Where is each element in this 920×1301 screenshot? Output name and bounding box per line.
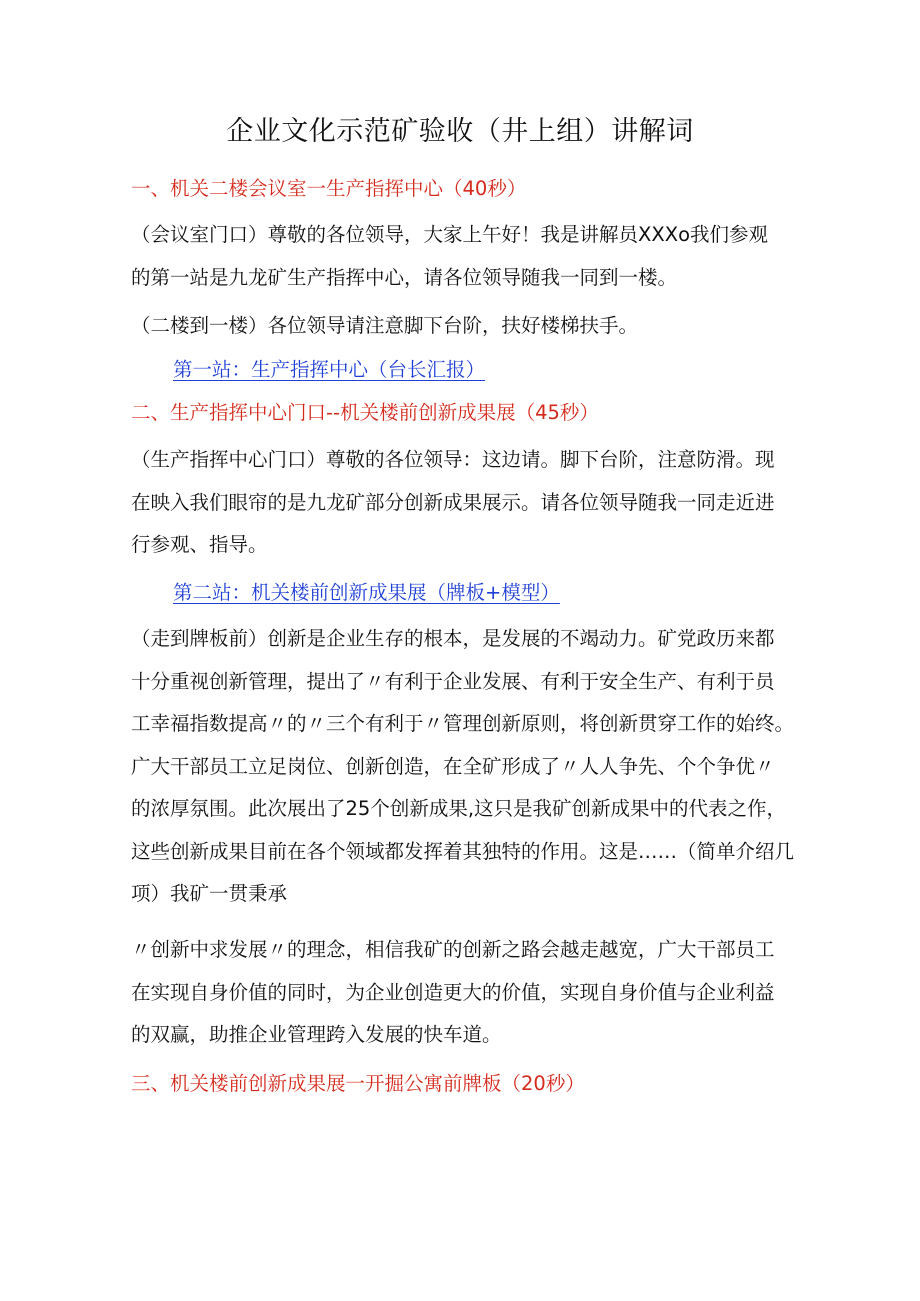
section-1-heading: 一、机关二楼会议室一生产指挥中心（40秒） [131,177,527,200]
paragraph-line: 行参观、指导。 [131,533,268,556]
paragraph-line: 〃创新中求发展〃的理念，相信我矿的创新之路会越走越宽，广大干部员工 [131,938,775,961]
paragraph-line: （会议室门口）尊敬的各位领导，大家上午好！我是讲解员XXXo我们参观 [131,223,769,246]
paragraph-line: 的浓厚氛围。此次展出了25个创新成果,这只是我矿创新成果中的代表之作， [131,797,787,820]
paragraph-line: 的第一站是九龙矿生产指挥中心，请各位领导随我一同到一楼。 [131,265,678,289]
paragraph-line: 项）我矿一贯秉承 [131,882,288,905]
paragraph-line: 在实现自身价值的同时，为企业创造更大的价值，实现自身价值与企业利益 [131,980,775,1004]
section-2-paragraph-3 [131,929,821,1057]
paragraph-line: 这些创新成果目前在各个领域都发挥着其独特的作用。这是……（简单介绍几 [131,839,795,863]
section-1-paragraph-2 [131,305,821,348]
section-2-paragraph-2 [131,618,821,916]
section-2-heading: 二、生产指挥中心门口--机关楼前创新成果展（45秒） [131,401,599,424]
section-3-heading: 三、机关楼前创新成果展一开掘公寓前牌板（20秒） [131,1072,585,1095]
paragraph-line: 十分重视创新管理，提出了〃有利于企业发展、有利于安全生产、有利于员 [131,669,775,693]
stop-1-link[interactable]: 第一站：生产指挥中心（台长汇报） [173,358,486,381]
paragraph-line: （走到牌板前）创新是企业生存的根本，是发展的不竭动力。矿党政历来都 [131,627,775,650]
document-title: 企业文化示范矿验收（井上组）讲解词 [226,116,694,147]
stop-2-link[interactable]: 第二站：机关楼前创新成果展（牌板+模型） [173,581,560,604]
section-1-paragraph-1 [131,214,821,299]
paragraph-line: 的双赢，助推企业管理跨入发展的快车道。 [131,1023,502,1046]
paragraph-line: 在映入我们眼帘的是九龙矿部分创新成果展示。请各位领导随我一同走近进 [131,490,775,514]
paragraph-line: （生产指挥中心门口）尊敬的各位领导：这边请。脚下台阶，注意防滑。现 [131,448,775,471]
section-2-paragraph-1 [131,439,821,567]
paragraph-line: 工幸福指数提高〃的〃三个有利于〃管理创新原则，将创新贯穿工作的始终。 [131,712,795,735]
paragraph-line: 广大干部员工立足岗位、创新创造，在全矿形成了〃人人争先、个个争优〃 [131,754,775,778]
paragraph-line: （二楼到一楼）各位领导请注意脚下台阶，扶好楼梯扶手。 [131,314,639,337]
